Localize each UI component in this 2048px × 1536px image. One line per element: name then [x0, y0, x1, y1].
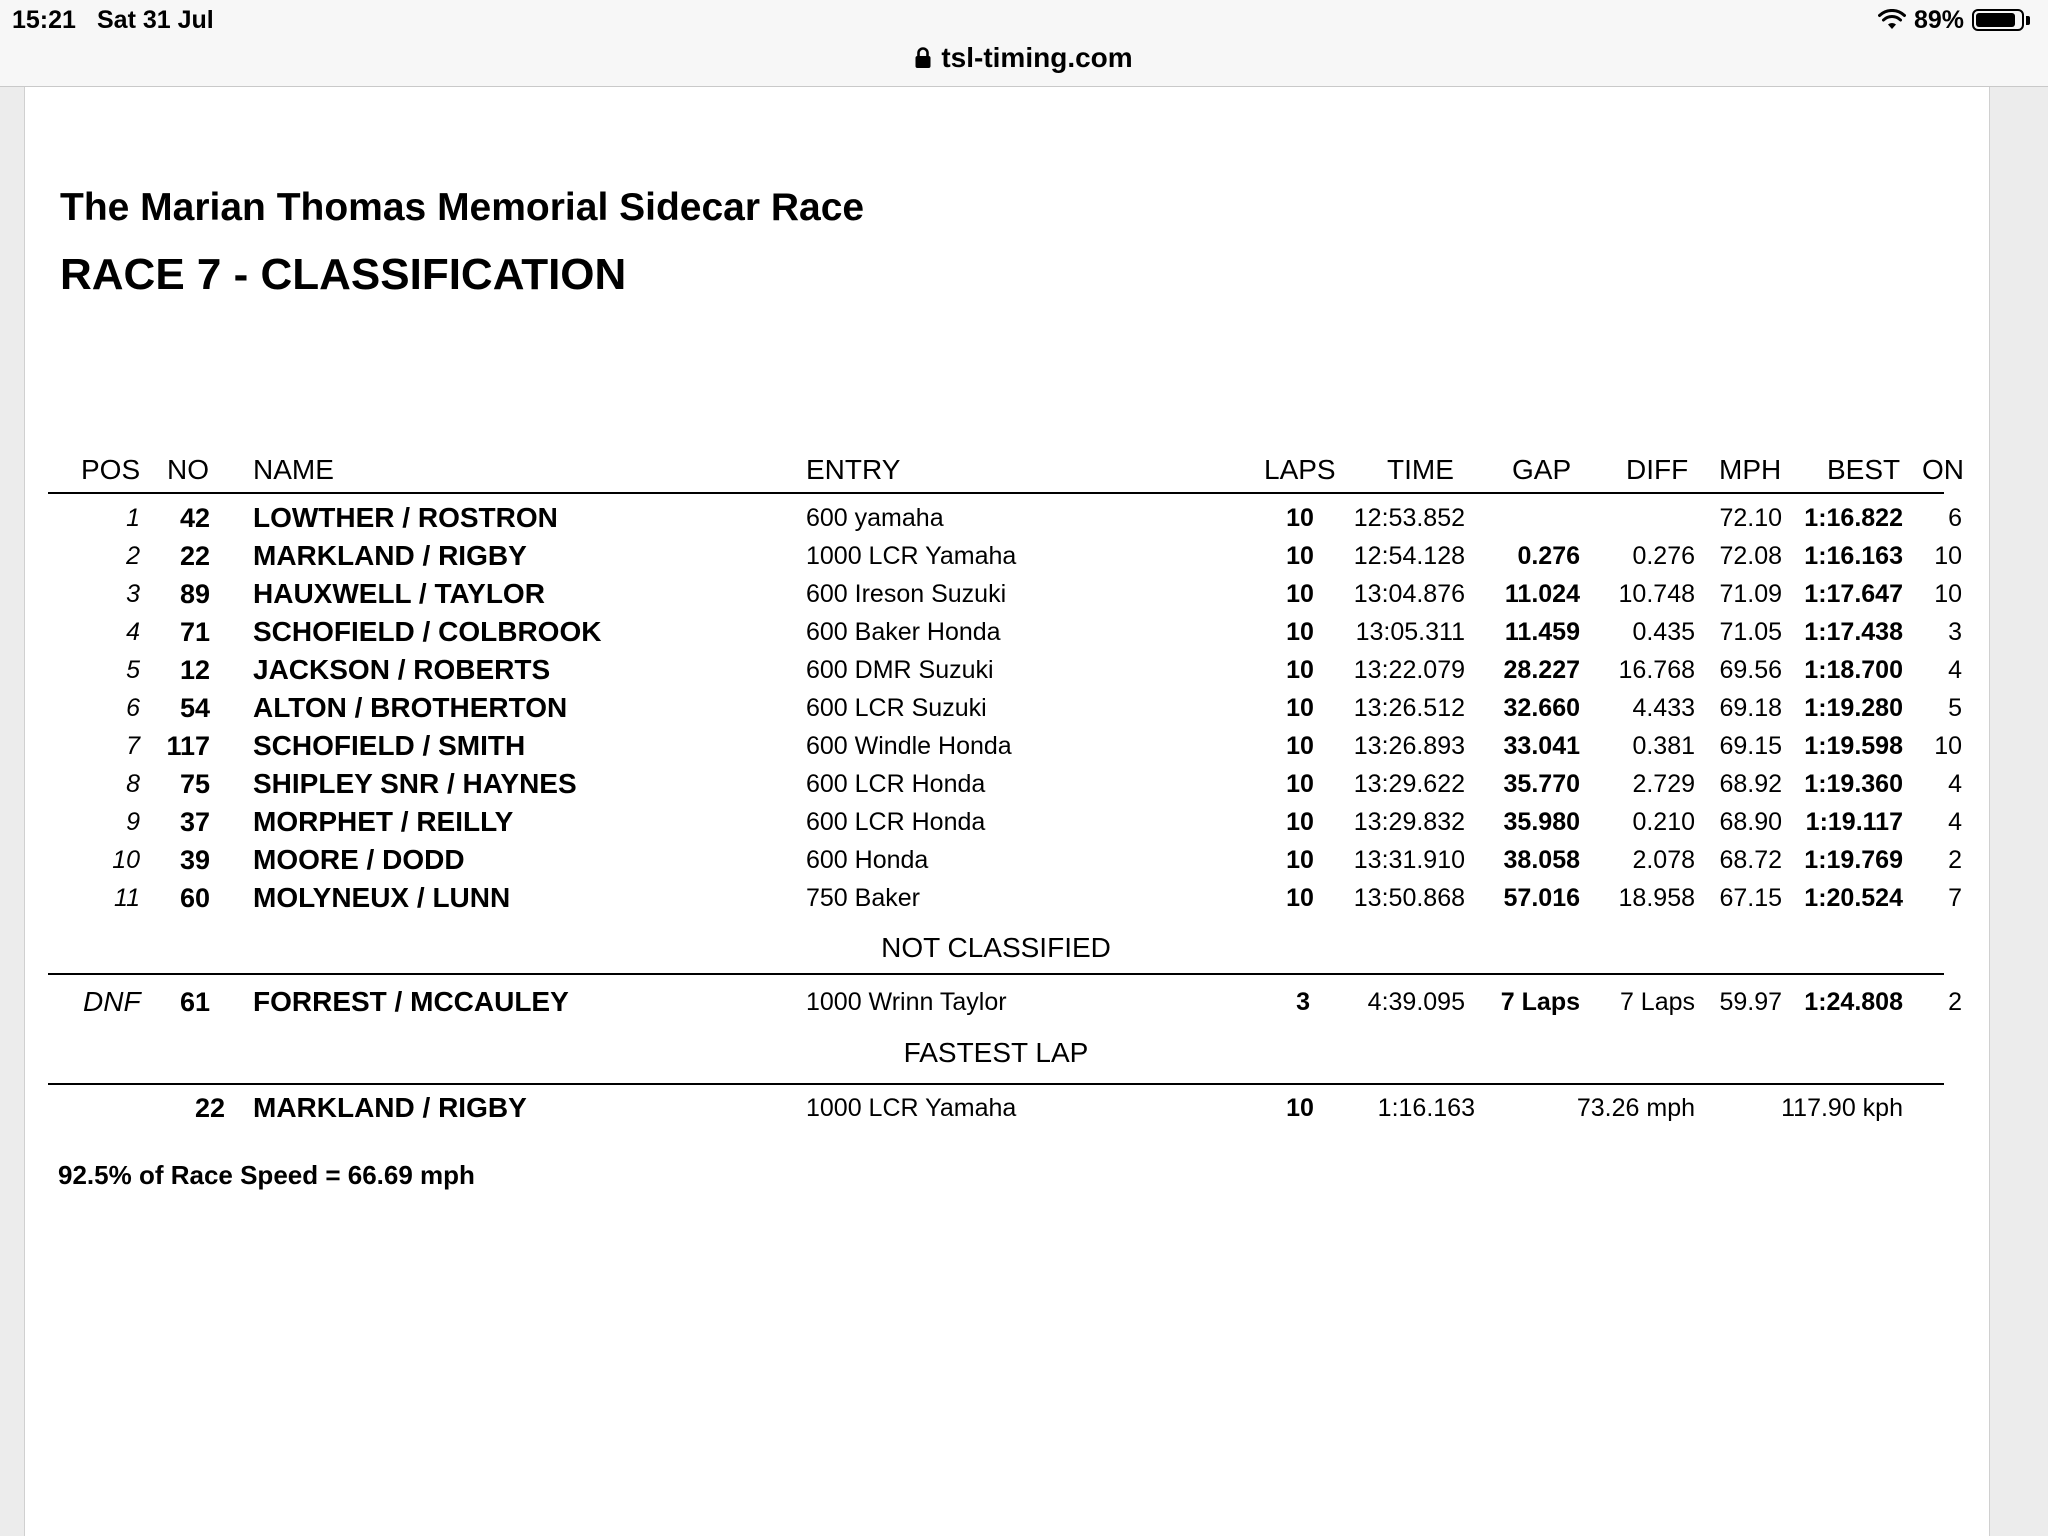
fastest-lap-time: 1:16.163 [1377, 1094, 1475, 1122]
address-bar[interactable] [0, 38, 2048, 78]
row-mph: 71.09 [1719, 580, 1782, 608]
row-diff: 0.210 [1632, 808, 1695, 836]
row-pos: 5 [126, 656, 140, 684]
row-pos: 8 [126, 770, 140, 798]
row-time: 13:22.079 [1353, 656, 1465, 684]
row-best: 1:19.598 [1804, 732, 1903, 760]
row-time: 12:53.852 [1353, 504, 1465, 532]
fastest-lap-entry: 1000 LCR Yamaha [806, 1094, 1017, 1122]
not-classified-divider [48, 973, 1944, 975]
row-best: 1:16.163 [1804, 542, 1903, 570]
fastest-lap-name: MARKLAND / RIGBY [253, 1092, 527, 1123]
row-diff: 16.768 [1618, 656, 1695, 684]
col-best-header: BEST [1827, 454, 1901, 485]
row-laps: 10 [1286, 694, 1314, 722]
battery-icon [1972, 9, 2024, 31]
row-name: HAUXWELL / TAYLOR [253, 578, 545, 609]
col-laps-header: LAPS [1264, 454, 1336, 485]
row-diff: 0.276 [1632, 542, 1695, 570]
row-gap: 11.024 [1504, 580, 1580, 608]
row-on: 10 [1934, 732, 1962, 760]
row-gap: 28.227 [1503, 656, 1580, 684]
row-no: 89 [179, 579, 210, 609]
col-name-header: NAME [253, 454, 334, 485]
fastest-lap-no: 22 [194, 1093, 225, 1123]
row-no: 39 [179, 845, 210, 875]
col-entry-header: ENTRY [806, 454, 901, 485]
row-entry: 600 LCR Honda [806, 808, 986, 836]
row-best: 1:17.438 [1804, 618, 1903, 646]
row-entry: 600 yamaha [806, 504, 944, 532]
row-entry: 750 Baker [806, 884, 920, 912]
row-no: 37 [179, 807, 210, 837]
row-best: 1:20.524 [1804, 884, 1903, 912]
row-no: 54 [179, 693, 210, 723]
row-pos: 11 [114, 884, 140, 912]
not-classified-heading: NOT CLASSIFIED [881, 932, 1111, 963]
row-laps: 10 [1286, 504, 1314, 532]
status-date: Sat 31 Jul [97, 6, 214, 34]
row-pos: 1 [126, 504, 140, 532]
row-name: ALTON / BROTHERTON [253, 692, 568, 723]
row-diff: 0.381 [1632, 732, 1695, 760]
fastest-lap-divider [48, 1083, 1944, 1085]
row-name: FORREST / MCCAULEY [253, 986, 569, 1017]
battery-tip [2026, 16, 2030, 25]
row-no: 12 [179, 655, 210, 685]
status-time: 15:21 [12, 6, 76, 34]
status-indicators [1878, 4, 2030, 36]
col-on-header: ON [1922, 454, 1964, 485]
row-laps: 3 [1296, 988, 1310, 1016]
row-diff: 2.078 [1632, 846, 1695, 874]
row-diff: 0.435 [1632, 618, 1695, 646]
row-pos: 10 [112, 846, 140, 874]
row-best: 1:16.822 [1804, 504, 1903, 532]
row-entry: 600 Ireson Suzuki [806, 580, 1007, 608]
row-time: 13:04.876 [1353, 580, 1465, 608]
row-name: LOWTHER / ROSTRON [253, 502, 558, 533]
row-time: 13:26.893 [1353, 732, 1465, 760]
row-time: 13:50.868 [1353, 884, 1465, 912]
header-divider [48, 492, 1944, 494]
row-time: 4:39.095 [1367, 988, 1465, 1016]
row-entry: 600 LCR Honda [806, 770, 986, 798]
row-mph: 68.92 [1719, 770, 1782, 798]
row-entry: 600 Honda [806, 846, 929, 874]
row-best: 1:19.769 [1804, 846, 1903, 874]
row-pos: 7 [126, 732, 140, 760]
wifi-icon [1878, 9, 1906, 31]
col-diff-header: DIFF [1626, 454, 1689, 485]
row-gap: 32.660 [1503, 694, 1580, 722]
row-no: 22 [179, 541, 210, 571]
row-name: MORPHET / REILLY [253, 806, 514, 837]
row-diff: 7 Laps [1619, 988, 1695, 1016]
battery-level [1976, 13, 2015, 27]
row-on: 4 [1948, 808, 1962, 836]
row-no: 117 [166, 731, 210, 761]
row-entry: 600 LCR Suzuki [806, 694, 987, 722]
row-on: 2 [1948, 846, 1962, 874]
row-pos: 9 [126, 808, 140, 836]
row-laps: 10 [1286, 884, 1314, 912]
row-on: 6 [1948, 504, 1962, 532]
row-time: 13:05.311 [1355, 618, 1465, 646]
row-diff: 4.433 [1632, 694, 1695, 722]
col-gap-header: GAP [1512, 454, 1572, 485]
row-best: 1:17.647 [1804, 580, 1903, 608]
row-gap: 0.276 [1517, 542, 1580, 570]
row-name: MARKLAND / RIGBY [253, 540, 527, 571]
row-gap: 35.980 [1503, 808, 1580, 836]
row-entry: 600 DMR Suzuki [806, 656, 994, 684]
row-on: 10 [1934, 580, 1962, 608]
row-mph: 67.15 [1719, 884, 1782, 912]
row-laps: 10 [1286, 770, 1314, 798]
row-entry: 600 Baker Honda [806, 618, 1001, 646]
row-time: 12:54.128 [1353, 542, 1465, 570]
col-pos-header: POS [81, 454, 141, 485]
row-name: MOLYNEUX / LUNN [253, 882, 511, 913]
row-no: 71 [179, 617, 210, 647]
row-entry: 1000 Wrinn Taylor [806, 988, 1007, 1016]
row-gap: 57.016 [1503, 884, 1580, 912]
row-pos: 4 [126, 618, 140, 646]
row-time: 13:26.512 [1353, 694, 1465, 722]
race-speed-note: 92.5% of Race Speed = 66.69 mph [58, 1160, 475, 1190]
row-pos: 6 [126, 694, 140, 722]
page-title: The Marian Thomas Memorial Sidecar Race [60, 186, 865, 229]
row-laps: 10 [1286, 618, 1314, 646]
row-pos: 3 [126, 580, 140, 608]
row-best: 1:19.117 [1805, 808, 1903, 836]
row-entry: 600 Windle Honda [806, 732, 1012, 760]
row-time: 13:31.910 [1353, 846, 1465, 874]
row-time: 13:29.832 [1353, 808, 1465, 836]
page-subtitle: RACE 7 - CLASSIFICATION [60, 250, 627, 299]
lock-icon [915, 47, 931, 69]
row-laps: 10 [1286, 732, 1314, 760]
fastest-lap-heading: FASTEST LAP [903, 1037, 1089, 1068]
fastest-lap-mph: 73.26 mph [1576, 1094, 1695, 1122]
row-no: 75 [179, 769, 210, 799]
row-no: 61 [179, 987, 210, 1017]
row-laps: 10 [1286, 580, 1314, 608]
row-laps: 10 [1286, 542, 1314, 570]
row-name: SCHOFIELD / SMITH [253, 730, 526, 761]
row-mph: 69.56 [1719, 656, 1782, 684]
row-gap: 11.459 [1504, 618, 1580, 646]
row-mph: 72.10 [1719, 504, 1782, 532]
row-best: 1:19.280 [1804, 694, 1903, 722]
row-mph: 68.90 [1719, 808, 1782, 836]
row-gap: 33.041 [1503, 732, 1580, 760]
row-name: SCHOFIELD / COLBROOK [253, 616, 602, 647]
row-on: 2 [1948, 988, 1962, 1016]
row-no: 42 [179, 503, 210, 533]
col-no-header: NO [167, 454, 209, 485]
row-on: 3 [1948, 618, 1962, 646]
row-on: 4 [1948, 656, 1962, 684]
row-gap: 35.770 [1503, 770, 1580, 798]
fastest-lap-laps: 10 [1286, 1094, 1314, 1122]
row-name: MOORE / DODD [253, 844, 465, 875]
row-diff: 2.729 [1632, 770, 1695, 798]
row-diff: 10.748 [1618, 580, 1695, 608]
row-best: 1:19.360 [1804, 770, 1903, 798]
row-pos: 2 [126, 542, 140, 570]
row-mph: 71.05 [1719, 618, 1782, 646]
row-best: 1:24.808 [1804, 988, 1903, 1016]
row-mph: 59.97 [1719, 988, 1782, 1016]
fastest-lap-kph: 117.90 kph [1781, 1094, 1903, 1122]
battery-percent: 89% [1913, 5, 1964, 34]
row-mph: 69.15 [1719, 732, 1782, 760]
row-name: JACKSON / ROBERTS [253, 654, 551, 685]
row-pos: DNF [83, 986, 141, 1017]
row-on: 7 [1948, 884, 1962, 912]
row-laps: 10 [1286, 808, 1314, 836]
row-on: 5 [1948, 694, 1962, 722]
row-mph: 72.08 [1719, 542, 1782, 570]
row-gap: 7 Laps [1500, 988, 1580, 1016]
status-bar [0, 0, 2048, 87]
url-text[interactable]: tsl-timing.com [941, 42, 1133, 73]
col-mph-header: MPH [1719, 454, 1782, 485]
row-mph: 68.72 [1719, 846, 1782, 874]
row-mph: 69.18 [1719, 694, 1782, 722]
col-time-header: TIME [1387, 454, 1454, 485]
row-on: 4 [1948, 770, 1962, 798]
row-best: 1:18.700 [1804, 656, 1903, 684]
row-name: SHIPLEY SNR / HAYNES [253, 768, 577, 799]
row-on: 10 [1934, 542, 1962, 570]
row-time: 13:29.622 [1353, 770, 1465, 798]
row-diff: 18.958 [1618, 884, 1695, 912]
row-laps: 10 [1286, 846, 1314, 874]
row-no: 60 [179, 883, 210, 913]
row-gap: 38.058 [1503, 846, 1580, 874]
row-entry: 1000 LCR Yamaha [806, 542, 1017, 570]
row-laps: 10 [1286, 656, 1314, 684]
